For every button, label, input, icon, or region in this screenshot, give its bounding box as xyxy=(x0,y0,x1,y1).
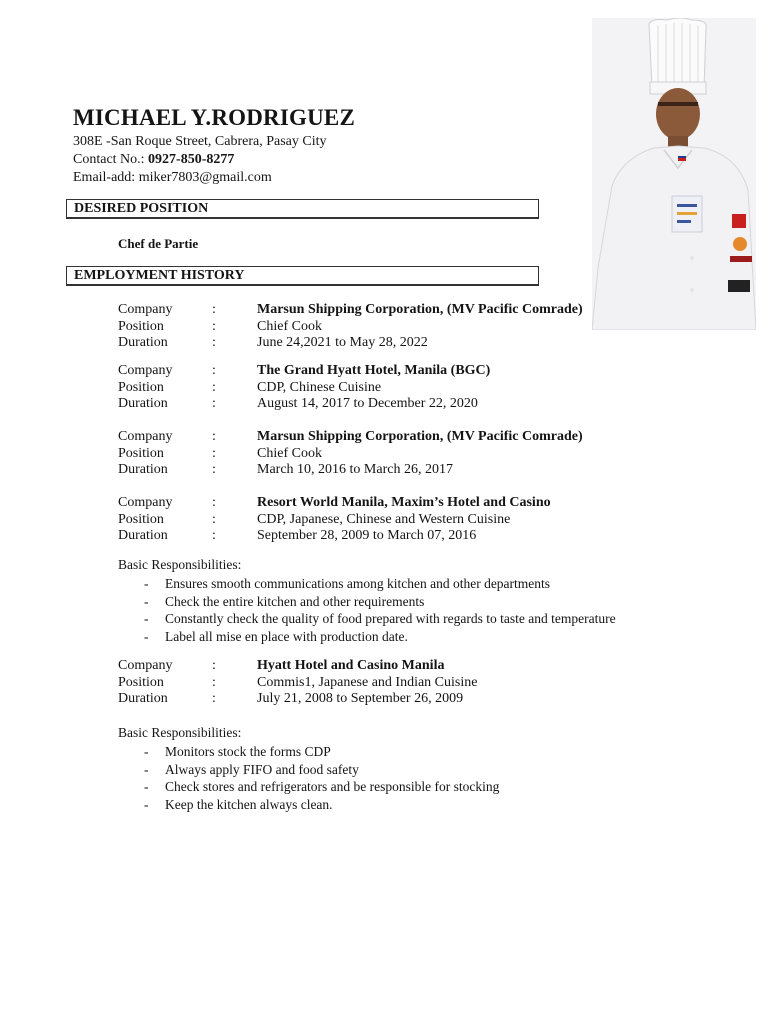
job-position-row xyxy=(118,446,583,463)
responsibilities-heading: Basic Responsibilities: xyxy=(118,725,242,740)
job-position-row xyxy=(118,512,551,529)
desired-position-value: Chef de Partie xyxy=(118,236,199,251)
duration-label: Duration xyxy=(118,691,168,706)
responsibility-text: Keep the kitchen always clean. xyxy=(165,796,333,812)
list-item xyxy=(118,778,499,796)
bullet-dash: - xyxy=(144,628,149,644)
job-company-row xyxy=(118,495,551,512)
bullet-dash: - xyxy=(144,593,149,609)
position-value: CDP, Japanese, Chinese and Western Cuisine xyxy=(257,511,511,527)
job-duration-row xyxy=(118,691,477,708)
colon: : xyxy=(212,674,216,690)
bullet-dash: - xyxy=(144,611,149,626)
responsibilities-heading: Basic Responsibilities: xyxy=(118,557,242,572)
job-position-row xyxy=(118,319,583,336)
position-value: Commis1, Japanese and Indian Cuisine xyxy=(257,674,478,690)
job-position-row xyxy=(118,380,490,397)
colon: : xyxy=(212,429,216,444)
list-item xyxy=(118,796,499,814)
list-item xyxy=(118,610,616,628)
job-company-row xyxy=(118,302,583,319)
colon: : xyxy=(212,528,216,543)
duration-label: Duration xyxy=(118,396,168,411)
colon: : xyxy=(212,511,216,527)
colon: : xyxy=(212,363,216,378)
company-label: Company xyxy=(118,495,173,510)
job-company-row xyxy=(118,363,490,380)
position-label: Position xyxy=(118,674,164,690)
email-address: miker7803@gmail.com xyxy=(138,170,272,185)
applicant-name: MICHAEL Y.RODRIGUEZ xyxy=(73,105,355,130)
applicant-photo xyxy=(592,18,756,330)
company-name: Marsun Shipping Corporation, (MV Pacific Comrade) xyxy=(257,302,583,317)
company-label: Company xyxy=(118,429,173,444)
position-value: CDP, Chinese Cuisine xyxy=(257,379,382,395)
company-name: Marsun Shipping Corporation, (MV Pacific Comrade) xyxy=(257,429,583,444)
bullet-dash: - xyxy=(144,744,149,759)
colon: : xyxy=(212,302,216,317)
position-label: Position xyxy=(118,318,164,334)
job-entry xyxy=(118,429,583,479)
address-line: 308E -San Roque Street, Cabrera, Pasay City xyxy=(73,134,327,149)
position-label: Position xyxy=(118,445,164,461)
list-item xyxy=(118,575,616,593)
position-label: Position xyxy=(118,379,164,395)
list-item xyxy=(118,743,499,761)
colon: : xyxy=(212,396,216,411)
list-item xyxy=(118,593,616,611)
duration-value: June 24,2021 to May 28, 2022 xyxy=(257,335,428,350)
company-label: Company xyxy=(118,658,173,673)
job-duration-row xyxy=(118,528,551,545)
responsibility-text: Constantly check the quality of food prepared with regards to taste and temperature xyxy=(165,611,616,626)
company-label: Company xyxy=(118,302,173,317)
job-company-row xyxy=(118,658,477,675)
job-entry xyxy=(118,363,490,413)
colon: : xyxy=(212,658,216,673)
contact-line xyxy=(73,151,327,169)
responsibilities-block xyxy=(118,556,616,645)
email-line xyxy=(73,169,327,187)
section-heading-employment-history: EMPLOYMENT HISTORY xyxy=(66,266,539,286)
bullet-dash: - xyxy=(144,761,149,777)
colon: : xyxy=(212,379,216,395)
job-duration-row xyxy=(118,462,583,479)
colon: : xyxy=(212,318,216,334)
responsibility-text: Always apply FIFO and food safety xyxy=(165,761,359,777)
position-value: Chief Cook xyxy=(257,445,322,461)
company-name: Resort World Manila, Maxim’s Hotel and Casino xyxy=(257,495,551,510)
list-item xyxy=(118,761,499,779)
duration-label: Duration xyxy=(118,528,168,543)
responsibility-text: Check stores and refrigerators and be responsible for stocking xyxy=(165,779,500,794)
responsibility-text: Check the entire kitchen and other requirements xyxy=(165,593,425,609)
job-duration-row xyxy=(118,396,490,413)
position-label: Position xyxy=(118,511,164,527)
bullet-dash: - xyxy=(144,796,149,812)
contact-label: Contact No.: xyxy=(73,152,145,167)
bullet-dash: - xyxy=(144,779,149,794)
email-label: Email-add: xyxy=(73,170,136,185)
job-entry xyxy=(118,302,583,352)
job-entry xyxy=(118,658,477,708)
job-position-row xyxy=(118,675,477,692)
duration-value: September 28, 2009 to March 07, 2016 xyxy=(257,528,477,543)
colon: : xyxy=(212,691,216,706)
responsibilities-list xyxy=(118,575,616,645)
responsibility-text: Monitors stock the forms CDP xyxy=(165,744,331,759)
chef-portrait-image xyxy=(592,18,756,330)
colon: : xyxy=(212,462,216,477)
responsibilities-list xyxy=(118,743,499,813)
responsibility-text: Label all mise en place with production date. xyxy=(165,628,408,644)
contact-block xyxy=(73,133,327,187)
responsibilities-block xyxy=(118,724,499,813)
job-entry xyxy=(118,495,551,545)
duration-label: Duration xyxy=(118,462,168,477)
colon: : xyxy=(212,495,216,510)
list-item xyxy=(118,628,616,646)
duration-value: March 10, 2016 to March 26, 2017 xyxy=(257,462,453,477)
responsibility-text: Ensures smooth communications among kitchen and other departments xyxy=(165,576,551,591)
duration-label: Duration xyxy=(118,335,168,350)
duration-value: July 21, 2008 to September 26, 2009 xyxy=(257,691,464,706)
colon: : xyxy=(212,445,216,461)
section-heading-desired-position: DESIRED POSITION xyxy=(66,199,539,219)
company-name: Hyatt Hotel and Casino Manila xyxy=(257,658,445,673)
bullet-dash: - xyxy=(144,576,149,591)
colon: : xyxy=(212,335,216,350)
duration-value: August 14, 2017 to December 22, 2020 xyxy=(257,396,478,411)
company-name: The Grand Hyatt Hotel, Manila (BGC) xyxy=(257,363,491,378)
job-duration-row xyxy=(118,335,583,352)
job-company-row xyxy=(118,429,583,446)
position-value: Chief Cook xyxy=(257,318,322,334)
company-label: Company xyxy=(118,363,173,378)
contact-number: 0927-850-8277 xyxy=(148,152,235,167)
